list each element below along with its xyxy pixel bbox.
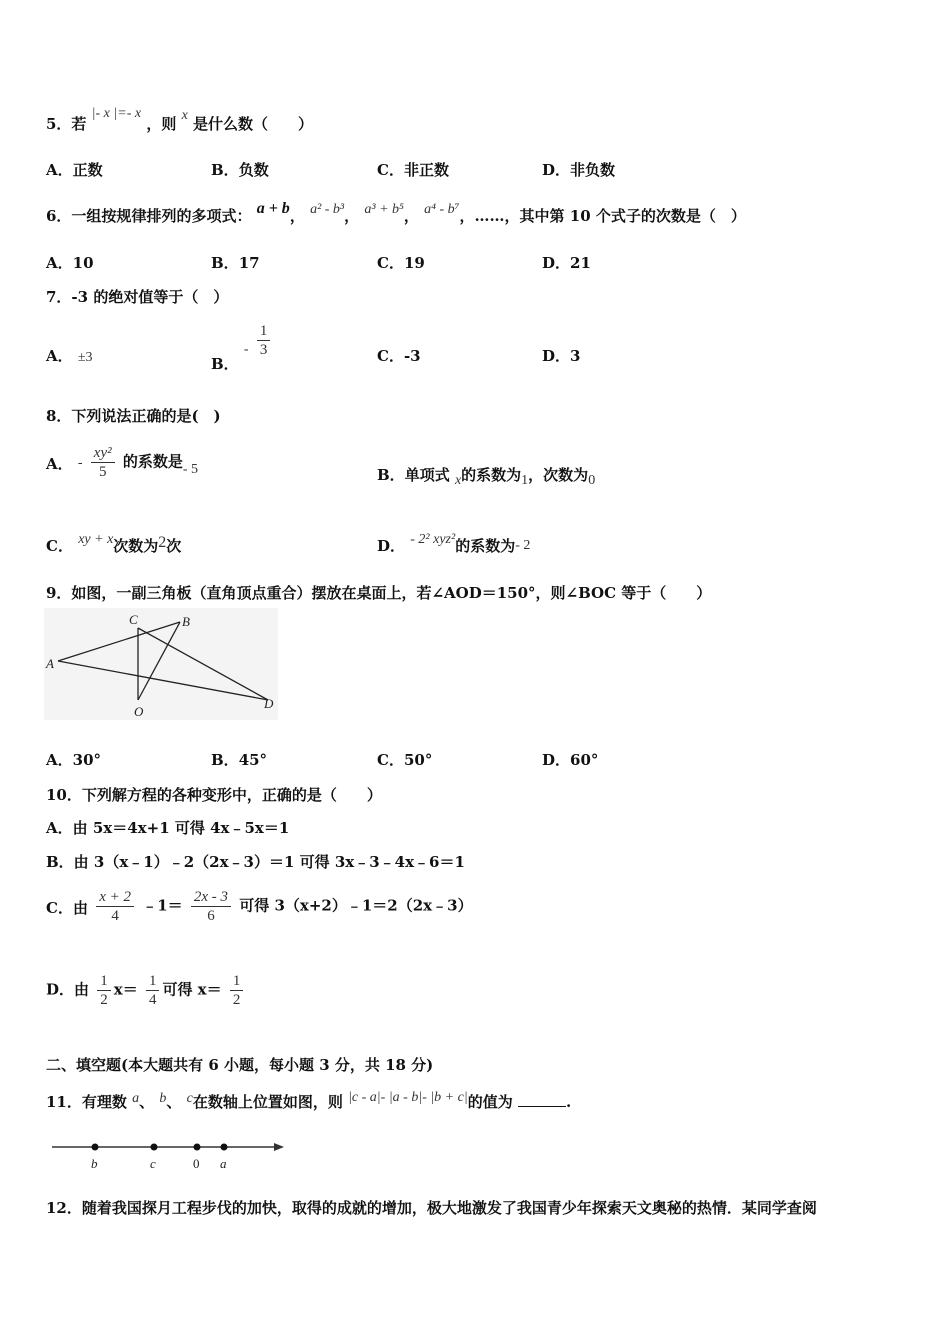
- q10-option-b[interactable]: B．由 3（x﹣1）﹣2（2x﹣3）＝1 可得 3x﹣3﹣4x﹣6＝1: [46, 853, 465, 871]
- q8-option-a[interactable]: A． - $\frac{\text{xy²}}{5}$ 的系数是- 5: [46, 445, 199, 480]
- q9-triangle-figure: [44, 608, 278, 720]
- axis-label-c: c: [150, 1156, 156, 1171]
- q10-option-d[interactable]: D．由 $\frac{1}{2}$ x＝ $\frac{1}{4}$ 可得 x＝ $\frac{1}{2}$: [46, 972, 246, 1009]
- q10-option-a[interactable]: A．由 5x＝4x+1 可得 4x﹣5x＝1: [46, 819, 290, 837]
- axis-label-0: 0: [193, 1156, 200, 1171]
- q5-stem: 5．若 |- x |=- x ，则 x 是什么数（ ）: [46, 106, 314, 133]
- q11-answer-blank[interactable]: [518, 1092, 566, 1107]
- axis-arrow: [274, 1143, 284, 1151]
- q10-option-c[interactable]: C．由 $\frac{x + 2}{4}$ ﹣1＝ $\frac{2x - 3}{6}$ 可得 3（x+2）﹣1＝2（2x﹣3）: [46, 889, 473, 924]
- q7-fraction: $\frac{1}{3}$: [257, 322, 271, 359]
- q5-option-a[interactable]: A．正数: [46, 161, 103, 179]
- axis-label-b: b: [91, 1156, 98, 1171]
- label-o: O: [134, 704, 144, 719]
- q6-option-c[interactable]: C．19: [377, 254, 425, 272]
- q11-expression: |c - a|- |a - b|- |b + c|: [348, 1090, 468, 1105]
- q6-stem: 6．一组按规律排列的多项式： a + b， a² - b³， a³ + b⁵， a⁴ - b⁷，……，其中第 10 个式子的次数是（ ）: [46, 200, 746, 225]
- q7-option-d[interactable]: D．3: [542, 347, 581, 365]
- q11-number-line: [48, 1136, 288, 1172]
- q12-stem: 12．随着我国探月工程步伐的加快，取得的成就的增加，极大地激发了我国青少年探索天文奥秘的热情．某同学查阅: [46, 1199, 817, 1217]
- q6-term-3: a³ + b⁵: [364, 202, 404, 217]
- q8-option-c[interactable]: C． xy + x次数为2次: [46, 532, 182, 555]
- q9-stem: 9．如图，一副三角板（直角顶点重合）摆放在桌面上，若∠AOD＝150°，则∠BOC 等于（ ）: [46, 584, 712, 602]
- section-2-title: 二、填空题(本大题共有 6 小题，每小题 3 分，共 18 分): [46, 1056, 434, 1074]
- point-0: [194, 1144, 201, 1151]
- q8-stem: 8．下列说法正确的是( ): [46, 407, 221, 425]
- label-b: B: [182, 614, 190, 629]
- q6-term-4: a⁴ - b⁷: [424, 202, 460, 217]
- q9-option-b[interactable]: B．45°: [211, 751, 268, 769]
- q5-option-c[interactable]: C．非正数: [377, 161, 449, 179]
- q7-option-b[interactable]: B． - $\frac{1}{3}$: [211, 322, 273, 359]
- q5-expression: |- x |=- x: [91, 106, 142, 121]
- q5-variable: x: [181, 108, 188, 123]
- q7-option-c[interactable]: C．-3: [377, 347, 421, 365]
- q6-option-b[interactable]: B．17: [211, 254, 260, 272]
- point-a: [221, 1144, 228, 1151]
- label-c: C: [129, 612, 138, 627]
- q7-stem: 7．-3 的绝对值等于（ ）: [46, 288, 229, 306]
- axis-label-a: a: [220, 1156, 227, 1171]
- point-b: [92, 1144, 99, 1151]
- q6-option-a[interactable]: A．10: [46, 254, 94, 272]
- q7-option-a[interactable]: A． ±3: [46, 347, 93, 365]
- q10-stem: 10．下列解方程的各种变形中，正确的是（ ）: [46, 786, 382, 804]
- q8-option-d[interactable]: D． - 2² xyz²的系数为- 2: [377, 532, 531, 555]
- q9-option-d[interactable]: D．60°: [542, 751, 599, 769]
- q9-option-c[interactable]: C．50°: [377, 751, 433, 769]
- point-c: [151, 1144, 158, 1151]
- q6-term-2: a² - b³: [310, 202, 345, 217]
- label-a: A: [46, 656, 54, 671]
- q8-option-b[interactable]: B．单项式 x的系数为1，次数为0: [377, 466, 596, 488]
- q6-term-1: a + b: [256, 200, 290, 217]
- q6-option-d[interactable]: D．21: [542, 254, 591, 272]
- q11-stem: 11．有理数 a、 b、 c在数轴上位置如图，则 |c - a|- |a - b|- |b + c|的值为 .: [46, 1090, 572, 1111]
- q5-option-b[interactable]: B．负数: [211, 161, 269, 179]
- figure-background: [44, 608, 278, 720]
- label-d: D: [264, 696, 274, 711]
- q5-option-d[interactable]: D．非负数: [542, 161, 616, 179]
- q9-option-a[interactable]: A．30°: [46, 751, 102, 769]
